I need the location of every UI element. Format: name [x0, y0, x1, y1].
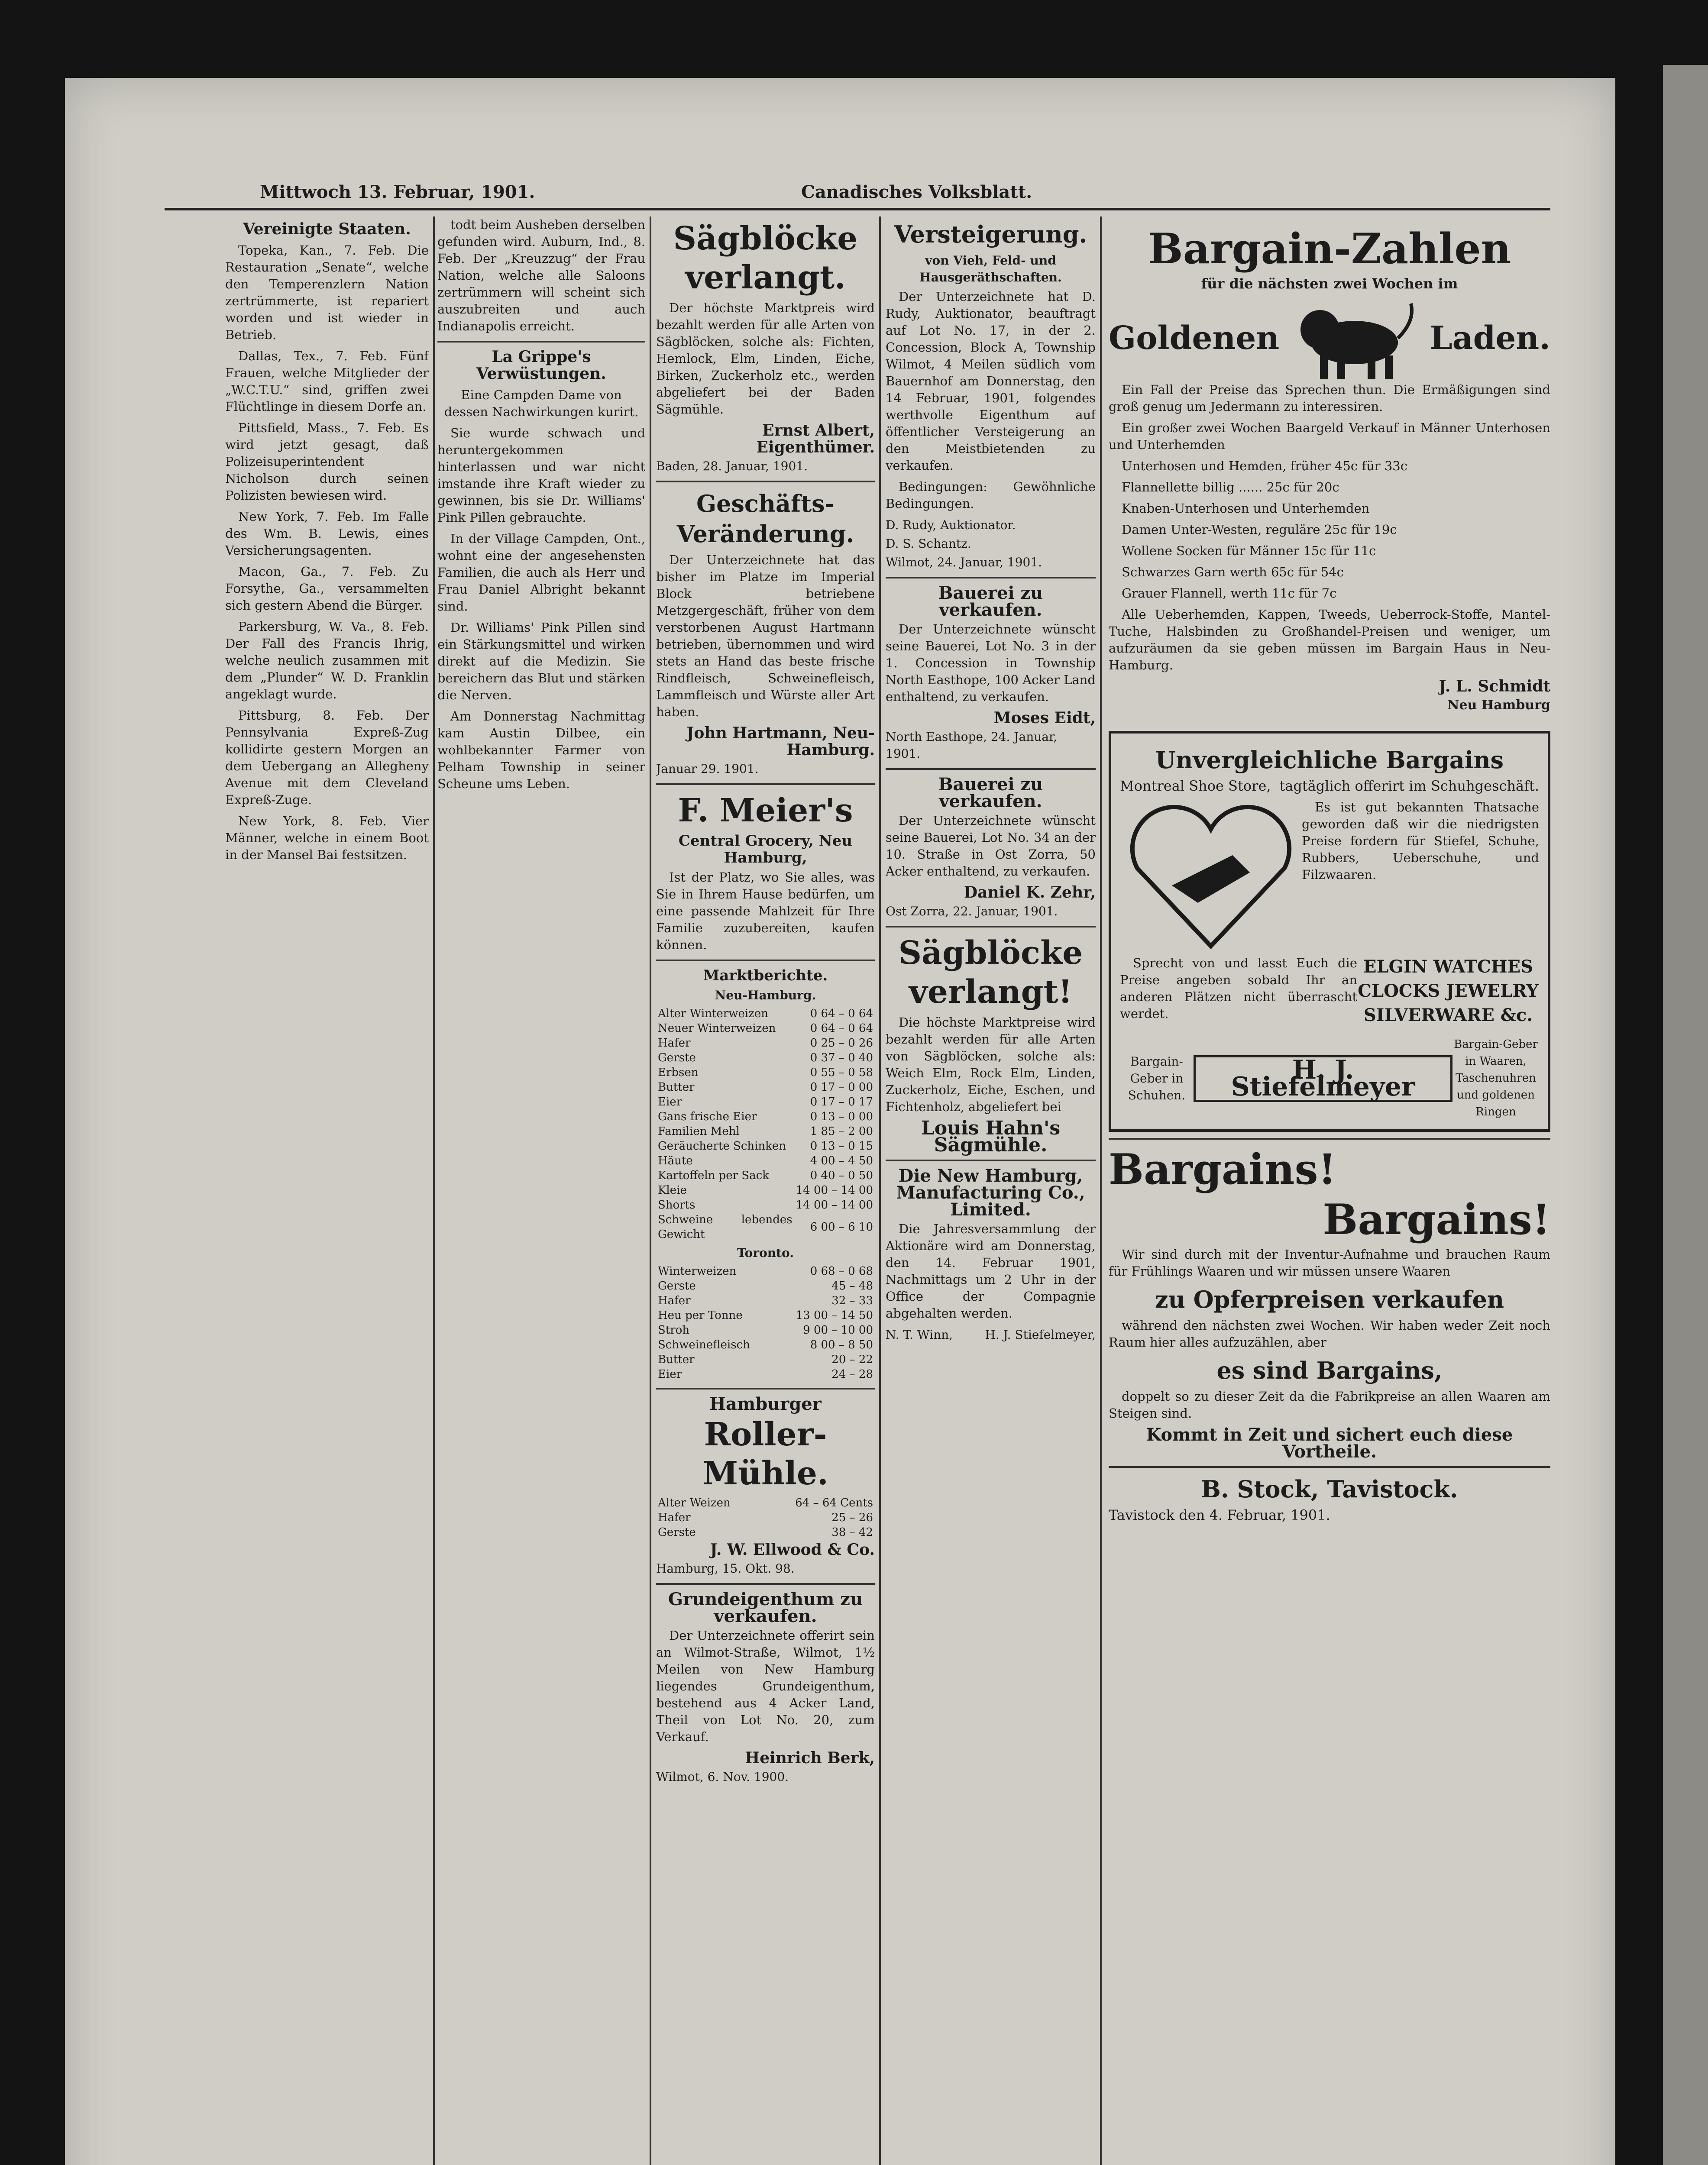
item-name: Kleie: [658, 1184, 687, 1197]
ad-body: Der höchste Marktpreis wird bezahlt werden für alle Arten von Sägblöcken, solche als: Fichten, Hemlock, Elm, Linden, Eiche, Birken, Zuckerholz etc., werden abgeliefert bei der Baden Sägmühle.: [656, 301, 875, 417]
elgin-watches-logo: ELGIN WATCHES CLOCKS JEWELRY SILVERWARE &c.: [1358, 956, 1539, 1025]
item-name: Eier: [658, 1368, 682, 1381]
market-row: [656, 1367, 875, 1382]
news-paragraph: Dallas, Tex., 7. Feb. Fünf Frauen, welche Mitglieder der „W.C.T.U.“ sind, griffen zwei Flüchtlinge in diesem Dorfe an.: [225, 349, 429, 414]
store-offer: tagtäglich offerirt im Schuhgeschäft.: [1279, 778, 1539, 794]
column-5: [1109, 216, 1550, 2165]
ad-signature: D. S. Schantz.: [886, 536, 971, 551]
page-header: [165, 182, 1550, 210]
mill-price-row: [656, 1525, 875, 1540]
shoe-ad-content: [1120, 799, 1539, 955]
price-line: Grauer Flannell, werth 11c für 7c: [1122, 586, 1337, 601]
ad-title: Bauerei zu verkaufen.: [938, 583, 1043, 620]
market-row: [656, 1279, 875, 1293]
ad-body: Es ist gut bekannten Thatsache geworden daß wir die niedrigsten Preise fordern für Stiefel, Schuhe, Rubbers, Ueberschuhe, und Filzwaaren.: [1302, 800, 1539, 882]
watch-ad-content: [1120, 955, 1539, 1028]
header-paper-name: Canadisches Volksblatt.: [801, 182, 1032, 202]
item-price: 1 85 – 2 00: [810, 1125, 873, 1138]
item-name: Hafer: [658, 1294, 691, 1307]
item-name: Hafer: [658, 1511, 691, 1524]
ad-signature: Moses Eidt,: [993, 709, 1096, 727]
item-price: 64 – 64 Cents: [795, 1496, 873, 1509]
ad-title: Roller-Mühle.: [702, 1416, 828, 1492]
item-price: 32 – 33: [831, 1294, 873, 1307]
ad-title: Bauerei zu verkaufen.: [938, 774, 1043, 811]
item-name: Schweine lebendes Gewicht: [658, 1213, 793, 1241]
ad-signature: B. Stock, Tavistock.: [1201, 1475, 1458, 1503]
item-name: Geräucherte Schinken: [658, 1140, 786, 1153]
ad-title: Versteigerung.: [894, 220, 1087, 248]
ad-date: Tavistock den 4. Februar, 1901.: [1109, 1507, 1330, 1523]
item-price: 24 – 28: [831, 1368, 873, 1381]
item-price: 8 00 – 8 50: [810, 1338, 873, 1351]
item-price: 0 25 – 0 26: [810, 1037, 873, 1050]
ad-store-line: [1120, 778, 1539, 795]
column-rule: [650, 216, 651, 2165]
divider: [1109, 1138, 1550, 1140]
section-heading: Vereinigte Staaten.: [243, 220, 411, 238]
divider: [886, 926, 1096, 927]
news-paragraph: Topeka, Kan., 7. Feb. Die Restauration „Senate“, welche den Temperenzlern Nation zertrümmerte, ist repariert worden und ist wieder in Betrieb.: [225, 243, 429, 342]
market-row: [656, 1293, 875, 1308]
ad-date: Wilmot, 24. Januar, 1901.: [886, 555, 1042, 569]
ad-body: Alle Ueberhemden, Kappen, Tweeds, Ueberrock-Stoffe, Mantel-Tuche, Halsbinden zu Großhandel-Preisen und weniger, um aufzuräumen da sie geben müssen im Bargain Haus in Neu-Hamburg.: [1109, 607, 1550, 672]
item-name: Gerste: [658, 1051, 696, 1064]
banner-name: H. J. Stiefelmeyer: [1194, 1055, 1452, 1102]
item-name: Gerste: [658, 1280, 696, 1293]
item-name: Gans frische Eier: [658, 1110, 757, 1123]
price-line: Wollene Socken für Männer 15c für 11c: [1122, 543, 1376, 558]
column-1: [225, 216, 429, 2165]
item-price: 0 13 – 0 15: [810, 1140, 873, 1153]
market-table-neu-hamburg: [656, 1006, 875, 1242]
divider: [656, 1583, 875, 1585]
item-name: Butter: [658, 1081, 695, 1094]
price-line: Unterhosen und Hemden, früher 45c für 33c: [1122, 459, 1407, 473]
ad-title: Unvergleichliche Bargains: [1155, 746, 1504, 774]
item-price: 25 – 26: [831, 1511, 873, 1524]
item-name: Kartoffeln per Sack: [658, 1169, 769, 1182]
ad-signature: D. Rudy, Auktionator.: [886, 518, 1016, 532]
ad-signature: Daniel K. Zehr,: [964, 883, 1096, 902]
article-paragraph: Am Donnerstag Nachmittag kam Austin Dilbee, ein wohlbekannter Farmer von Pelham Township in seiner Scheune ums Leben.: [437, 709, 645, 791]
banner-right: Bargain-Geber in Waaren, Taschenuhren und goldenen Ringen: [1454, 1038, 1538, 1118]
shoe-heart-icon: [1120, 799, 1302, 955]
ad-highlight: Kommt in Zeit und sichert euch diese Vortheile.: [1146, 1425, 1513, 1462]
divider: [656, 1388, 875, 1389]
item-price: 0 17 – 0 17: [810, 1095, 873, 1108]
item-name: Familien Mehl: [658, 1125, 740, 1138]
market-row: [656, 1352, 875, 1367]
market-subtitle: Toronto.: [737, 1246, 794, 1260]
item-price: 0 55 – 0 58: [810, 1066, 873, 1079]
market-row: [656, 1338, 875, 1352]
price-line: Damen Unter-Westen, reguläre 25c für 19c: [1122, 522, 1397, 537]
divider: [1109, 1466, 1550, 1468]
ad-body: Die höchste Marktpreise wird bezahlt werden für alle Arten von Sägblöcken, solche als: Weich Elm, Rock Elm, Linden, Zuckerholz, Eiche, Eschen, und Fichtenholz, abgeliefert bei: [886, 1015, 1096, 1114]
item-price: 0 64 – 0 64: [810, 1022, 873, 1035]
market-row: [656, 1264, 875, 1279]
column-3: [656, 216, 875, 2165]
divider: [656, 960, 875, 961]
ad-signature: J. L. Schmidt: [1439, 677, 1550, 695]
market-table-toronto: [656, 1264, 875, 1382]
item-name: Alter Weizen: [658, 1496, 731, 1509]
divider: [886, 768, 1096, 770]
ad-body: Der Unterzeichnete wünscht seine Bauerei, Lot No. 34 an der 10. Straße in Ost Zorra, 50 Acker enthaltend, zu verkaufen.: [886, 813, 1096, 879]
ad-body: Ist der Platz, wo Sie alles, was Sie in Ihrem Hause bedürfen, um eine passende Mahlzeit für Ihre Familie zuzubereiten, kaufen können.: [656, 870, 875, 952]
article-subheading: Eine Campden Dame von dessen Nachwirkungen kurirt.: [444, 388, 639, 419]
ad-place: Neu Hamburg: [1447, 698, 1550, 713]
ad-title: Bargains!: [1109, 1145, 1336, 1194]
mill-price-row: [656, 1510, 875, 1525]
ad-date: Baden, 28. Januar, 1901.: [656, 459, 808, 473]
item-price: 20 – 22: [831, 1353, 873, 1366]
ad-signature: N. T. Winn,: [886, 1328, 953, 1342]
market-subtitle: Neu-Hamburg.: [715, 988, 816, 1002]
item-name: Butter: [658, 1353, 695, 1366]
item-price: 9 00 – 10 00: [803, 1324, 873, 1337]
ad-title: Sägblöcke verlangt!: [898, 934, 1083, 1011]
news-paragraph: Parkersburg, W. Va., 8. Feb. Der Fall des Francis Ihrig, welche neulich zusammen mit dem „Plunder“ W. D. Franklin angeklagt wurde.: [225, 619, 429, 701]
ad-title: F. Meier's: [678, 792, 853, 829]
market-row: [656, 1006, 875, 1021]
ad-date: Hamburg, 15. Okt. 98.: [656, 1561, 795, 1576]
column-2: [437, 216, 645, 2165]
ad-title: Sägblöcke verlangt.: [673, 220, 858, 296]
item-name: Neuer Winterweizen: [658, 1022, 776, 1035]
item-name: Gerste: [658, 1526, 696, 1539]
ad-signature: H. J. Stiefelmeyer,: [985, 1328, 1096, 1342]
article-paragraph: Dr. Williams' Pink Pillen sind ein Stärkungsmittel und wirken direkt auf die Medizin. Sie bereichern das Blut und stärken die Nerven.: [437, 620, 645, 702]
ad-signature: John Hartmann, Neu-Hamburg.: [686, 724, 875, 759]
price-line: Flannellette billig ...... 25c für 20c: [1122, 480, 1339, 494]
ad-body: Der Unterzeichnete wünscht seine Bauerei, Lot No. 3 in der 1. Concession in Township North Easthope, 100 Acker Land enthaltend, zu verkaufen.: [886, 622, 1096, 704]
article-paragraph: In der Village Campden, Ont., wohnt eine der angesehensten Familien, die auch als Herr und Frau Daniel Albright bekannt sind.: [437, 531, 645, 614]
ad-date: Ost Zorra, 22. Januar, 1901.: [886, 904, 1058, 918]
price-line: Schwarzes Garn werth 65c für 54c: [1122, 565, 1344, 579]
market-title: Marktberichte.: [703, 967, 828, 984]
price-line: Ein großer zwei Wochen Baargeld Verkauf in Männer Unterhosen und Unterhemden: [1109, 420, 1550, 452]
market-row: [656, 1323, 875, 1338]
ad-body: Wir sind durch mit der Inventur-Aufnahme und brauchen Raum für Frühlings Waaren und wir müssen unsere Waaren: [1109, 1247, 1550, 1279]
ad-body: Sprecht von und lasst Euch die Preise angeben sobald Ihr an anderen Plätzen nicht überrascht werdet.: [1120, 956, 1357, 1021]
ad-terms: Bedingungen: Gewöhnliche Bedingungen.: [886, 479, 1096, 511]
ad-body: Der Unterzeichnete offerirt sein an Wilmot-Straße, Wilmot, 1½ Meilen von New Hamburg liegendes Grundeigenthum, bestehend aus 4 Acker Land, Theil von Lot No. 20, zum Verkauf.: [656, 1628, 875, 1744]
market-row: [656, 1183, 875, 1198]
item-price: 14 00 – 14 00: [796, 1184, 873, 1197]
market-row: [656, 1109, 875, 1124]
ad-date: North Easthope, 24. Januar, 1901.: [886, 730, 1058, 761]
store-name-right: Laden.: [1430, 320, 1550, 357]
item-price: 45 – 48: [831, 1280, 873, 1293]
item-price: 13 00 – 14 50: [796, 1309, 873, 1322]
ad-title: Geschäfts-Veränderung.: [676, 490, 854, 548]
ad-signature: Heinrich Berk,: [745, 1749, 875, 1767]
header-date: Mittwoch 13. Februar, 1901.: [260, 182, 535, 202]
item-price: 0 68 – 0 68: [810, 1265, 873, 1278]
news-paragraph: Pittsfield, Mass., 7. Feb. Es wird jetzt gesagt, daß Polizeisuperintendent Nicholson durch seinen Polizisten bewiesen wird.: [225, 420, 429, 503]
market-row: [656, 1050, 875, 1065]
item-name: Erbsen: [658, 1066, 699, 1079]
news-paragraph: Macon, Ga., 7. Feb. Zu Forsythe, Ga., versammelten sich gestern Abend die Bürger.: [225, 564, 429, 613]
item-name: Schweinefleisch: [658, 1338, 750, 1351]
item-price: 0 13 – 0 00: [810, 1110, 873, 1123]
item-name: Shorts: [658, 1199, 695, 1212]
news-paragraph: New York, 8. Feb. Vier Männer, welche in einem Boot in der Mansel Bai festsitzen.: [225, 814, 429, 862]
ad-body: während den nächsten zwei Wochen. Wir haben weder Zeit noch Raum hier alles aufzuzählen, aber: [1109, 1318, 1550, 1350]
item-name: Alter Winterweizen: [658, 1007, 768, 1020]
store-name: Montreal Shoe Store,: [1120, 778, 1271, 794]
article-paragraph: Sie wurde schwach und heruntergekommen hinterlassen und war nicht imstande ihre Kraft wieder zu gewinnen, bis sie Dr. Williams' Pink Pillen gebrauchte.: [437, 426, 645, 525]
banner-left: Bargain-Geber in Schuhen.: [1128, 1054, 1186, 1102]
market-row: [656, 1198, 875, 1212]
item-price: 0 17 – 0 00: [810, 1081, 873, 1094]
ad-title: Die New Hamburg, Manufacturing Co., Limited.: [896, 1166, 1085, 1220]
item-name: Häute: [658, 1154, 693, 1167]
divider: [886, 1160, 1096, 1161]
ad-highlight: zu Opferpreisen verkaufen: [1155, 1286, 1504, 1313]
price-line: Knaben-Unterhosen und Unterhemden: [1122, 501, 1370, 516]
ad-body: doppelt so zu dieser Zeit da die Fabrikpreise an allen Waaren am Steigen sind.: [1109, 1389, 1550, 1421]
market-row: [656, 1308, 875, 1323]
ad-subtitle: von Vieh, Feld- und Hausgeräthschaften.: [919, 253, 1062, 284]
store-banner: [1109, 295, 1550, 381]
article-heading: La Grippe's Verwüstungen.: [476, 348, 606, 383]
item-price: 4 00 – 4 50: [810, 1154, 873, 1167]
market-row: [656, 1212, 875, 1242]
market-row: [656, 1065, 875, 1080]
column-rule: [1100, 216, 1102, 2165]
mill-price-row: [656, 1496, 875, 1510]
ad-title: Bargain-Zahlen: [1148, 224, 1511, 273]
market-row: [656, 1154, 875, 1168]
stiefelmeyer-banner: [1120, 1036, 1539, 1121]
item-price: 6 00 – 6 10: [810, 1221, 873, 1234]
item-name: Winterweizen: [658, 1265, 737, 1278]
market-row: [656, 1021, 875, 1036]
item-name: Stroh: [658, 1324, 690, 1337]
ad-title: Bargains!: [1323, 1195, 1550, 1244]
item-price: 14 00 – 14 00: [796, 1199, 873, 1212]
news-paragraph: New York, 7. Feb. Im Falle des Wm. B. Lewis, eines Versicherungsagenten.: [225, 509, 429, 558]
column-rule: [879, 216, 881, 2165]
item-price: 0 37 – 0 40: [810, 1051, 873, 1064]
item-name: Eier: [658, 1095, 682, 1108]
news-paragraph: Pittsburg, 8. Feb. Der Pennsylvania Expreß-Zug kollidirte gestern Morgen an dem Uebergang an Allegheny Avenue mit dem Cleveland Expreß-Zuge.: [225, 708, 429, 807]
market-row: [656, 1124, 875, 1139]
ad-subtitle: Central Grocery, Neu Hamburg,: [678, 832, 853, 866]
ad-date: Wilmot, 6. Nov. 1900.: [656, 1770, 789, 1784]
store-name-left: Goldenen: [1109, 320, 1280, 357]
item-price: 38 – 42: [831, 1526, 873, 1539]
divider: [886, 577, 1096, 578]
column-4: [886, 216, 1096, 2165]
market-row: [656, 1139, 875, 1154]
item-price: 0 40 – 0 50: [810, 1169, 873, 1182]
mill-price-table: [656, 1496, 875, 1540]
item-name: Hafer: [658, 1037, 691, 1050]
column-rule: [433, 216, 435, 2165]
market-row: [656, 1080, 875, 1095]
ad-body: Der Unterzeichnete hat das bisher im Platze im Imperial Block betriebene Metzgergeschäft, früher von dem verstorbenen August Hartmann betrieben, übernommen und wird stets an Hand das beste frische Rindfleisch, Schweinefleisch, Lammfleisch und Würste aller Art haben.: [656, 553, 875, 719]
ad-body: Die Jahresversammlung der Aktionäre wird am Donnerstag, den 14. Februar 1901, Nachmittags um 2 Uhr in der Office der Compagnie abgehalten werden.: [886, 1221, 1096, 1321]
market-row: [656, 1095, 875, 1109]
ad-signature: J. W. Ellwood & Co.: [710, 1541, 875, 1559]
divider: [656, 783, 875, 785]
item-name: Heu per Tonne: [658, 1309, 743, 1322]
market-row: [656, 1168, 875, 1183]
ad-title: Grundeigenthum zu verkaufen.: [668, 1589, 863, 1626]
news-paragraph: todt beim Ausheben derselben gefunden wird. Auburn, Ind., 8. Feb. Der „Kreuzzug“ der Frau Nation, welche alle Saloons zertrümmern will scheint sich auszubreiten und auch Indianapolis erreicht.: [437, 217, 645, 333]
ad-date: Januar 29. 1901.: [656, 762, 759, 776]
ad-subtitle: für die nächsten zwei Wochen im: [1201, 275, 1458, 292]
market-row: [656, 1036, 875, 1050]
divider: [437, 341, 645, 343]
adjacent-page-edge: [1663, 65, 1708, 2165]
ad-body: Ein Fall der Preise das Sprechen thun. Die Ermäßigungen sind groß genug um Jedermann zu interessiren.: [1109, 382, 1550, 414]
shoe-store-ad: [1109, 731, 1550, 1132]
ad-footer: [886, 1326, 1096, 1343]
ad-body: Der Unterzeichnete hat D. Rudy, Auktionator, beauftragt auf Lot No. 17, in der 2. Concession, Block A, Township Wilmot, 4 Meilen südlich vom Bauernhof am Donnerstag, den 14 Februar, 1901, folgendes werthvolle Eigenthum auf öffentlicher Versteigerung an den Meistbietenden zu verkaufen.: [886, 289, 1096, 473]
ad-highlight: es sind Bargains,: [1216, 1357, 1443, 1384]
ad-signature: Louis Hahn's Sägmühle.: [921, 1117, 1061, 1156]
divider: [656, 481, 875, 482]
ad-title: Hamburger: [709, 1394, 822, 1414]
ad-signature: Ernst Albert, Eigenthümer.: [756, 421, 875, 456]
lion-icon: [1290, 295, 1420, 381]
item-price: 0 64 – 0 64: [810, 1007, 873, 1020]
